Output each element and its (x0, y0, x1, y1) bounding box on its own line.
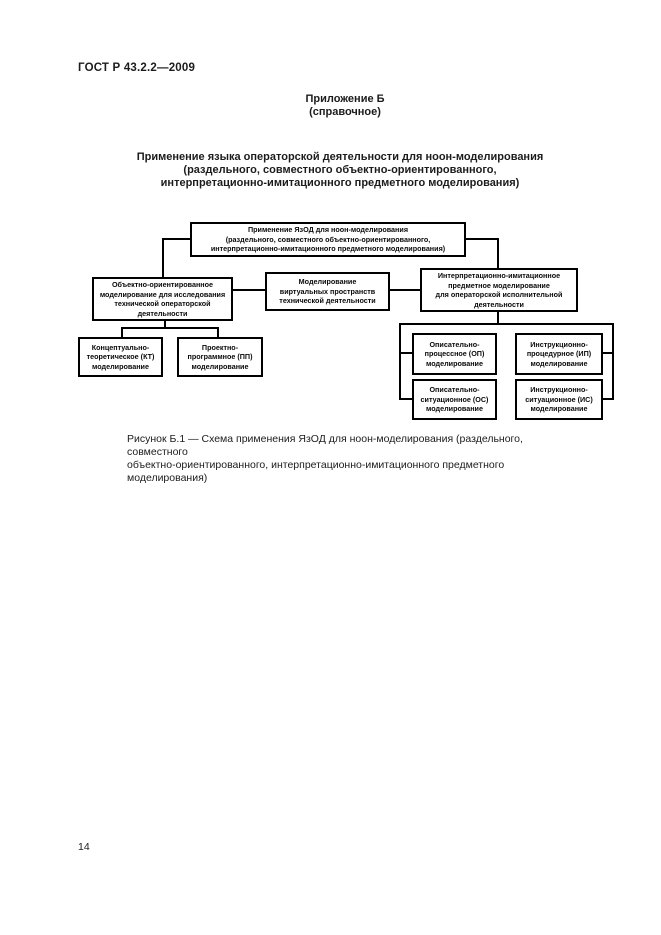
box-text-line: теоретическое (КТ) (86, 352, 155, 362)
box-text-line: ситуационное (ОС) (420, 394, 489, 404)
connector-line (399, 323, 614, 325)
figure-caption (127, 433, 573, 485)
box-text-line: Концептуально- (91, 342, 150, 352)
box-text-line: (раздельного, совместного объектно-ориентированного, (225, 234, 431, 244)
title-line: Применение языка операторской деятельности для ноон-моделирования (136, 151, 544, 163)
connector-line (121, 327, 219, 329)
box-text-line: Проектно- (201, 342, 239, 352)
box-text-line: виртуальных пространств (279, 286, 376, 296)
diagram-box-kt (78, 337, 163, 377)
annex-label: Приложение Б (305, 93, 385, 105)
diagram-box-root (190, 222, 466, 257)
connector-line (497, 238, 499, 268)
connector-line (162, 238, 164, 277)
box-text-line: для операторской исполнительной (435, 290, 563, 299)
connector-line (390, 289, 420, 291)
box-text-line: Описательно- (429, 339, 480, 349)
box-text-line: деятельности (137, 308, 188, 318)
document-number: ГОСТ Р 43.2.2—2009 (78, 62, 196, 74)
connector-line (121, 327, 123, 337)
annex-type: (справочное) (309, 106, 381, 118)
diagram-box-os (412, 379, 497, 420)
caption-line: объектно-ориентированного, интерпретационно-имитационного предметного моделирования) (127, 459, 505, 484)
box-text-line: ситуационное (ИС) (525, 394, 593, 404)
connector-line (399, 398, 412, 400)
box-text-line: процессное (ОП) (424, 349, 485, 359)
diagram-box-interpretive (420, 268, 578, 312)
title-line: интерпретационно-имитационного предметного моделирования) (160, 177, 520, 189)
box-text-line: моделирование для исследования (99, 289, 226, 299)
connector-line (162, 238, 190, 240)
connector-line (217, 327, 219, 337)
connector-line (612, 323, 614, 400)
connector-line (233, 289, 265, 291)
box-text-line: моделирование (92, 361, 149, 371)
box-text-line: программное (ПП) (187, 352, 253, 362)
diagram-box-virtual-spaces (265, 272, 390, 311)
diagram-box-op (412, 333, 497, 375)
box-text-line: моделирование (426, 404, 483, 414)
diagram-box-is (515, 379, 603, 420)
page-number: 14 (78, 841, 90, 853)
caption-line: Рисунок Б.1 — Схема применения ЯзОД для ноон-моделирования (раздельного, совместного (127, 433, 523, 458)
box-text-line: деятельности (474, 299, 524, 309)
diagram-box-pp (177, 337, 263, 377)
connector-line (399, 352, 412, 354)
box-text-line: интерпретационно-имитационного предметного моделирования) (210, 244, 446, 254)
box-text-line: технической операторской (114, 299, 211, 308)
box-text-line: Инструкционно- (530, 385, 588, 395)
box-text-line: Инструкционно- (530, 339, 588, 349)
diagram-box-ip (515, 333, 603, 375)
connector-line (497, 312, 499, 323)
box-text-line: моделирование (426, 358, 483, 368)
box-text-line: моделирование (530, 404, 588, 414)
title-line: (раздельного, совместного объектно-ориентированного, (183, 164, 497, 176)
box-text-line: Описательно- (429, 385, 480, 395)
box-text-line: Моделирование (298, 277, 357, 287)
box-text-line: Применение ЯзОД для ноон-моделирования (247, 225, 409, 235)
connector-line (399, 323, 401, 400)
box-text-line: моделирование (191, 361, 249, 371)
box-text-line: моделирование (530, 358, 588, 368)
box-text-line: процедурное (ИП) (526, 349, 592, 359)
box-text-line: предметное моделирование (448, 280, 550, 290)
box-text-line: Объектно-ориентированное (111, 280, 214, 289)
connector-line (466, 238, 499, 240)
box-text-line: технической деятельности (279, 296, 376, 306)
diagram-box-object-oriented (92, 277, 233, 321)
box-text-line: Интерпретационно-имитационное (437, 271, 561, 280)
